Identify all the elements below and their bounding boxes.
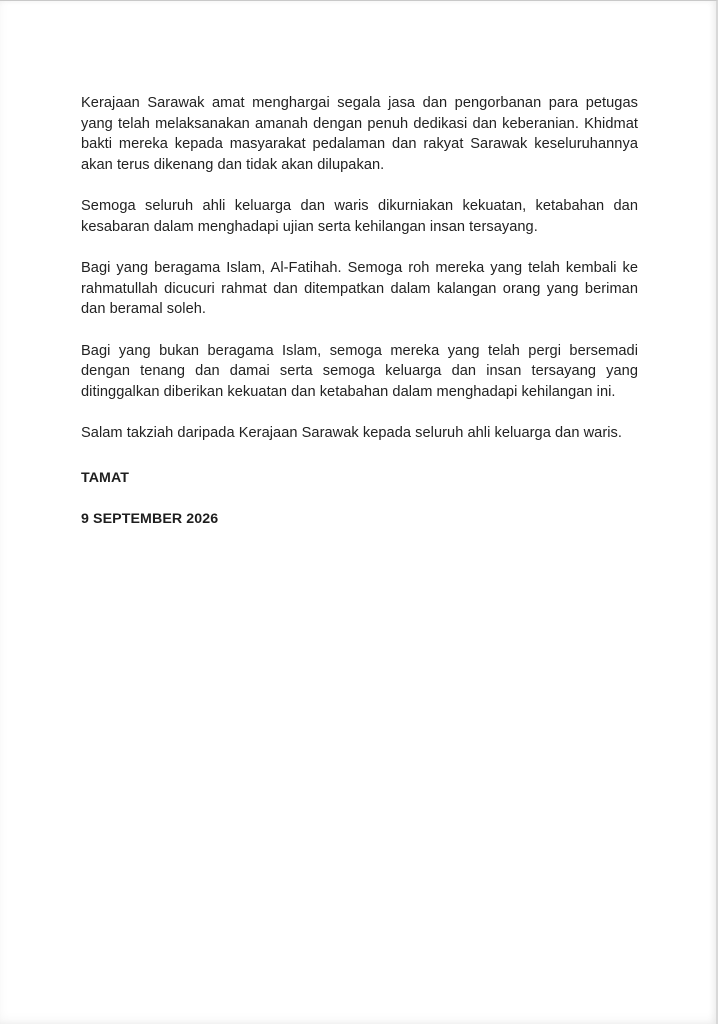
- paragraph-prayer-non-muslim: Bagi yang bukan beragama Islam, semoga mereka yang telah pergi bersemadi dengan tenang dan damai serta semoga keluarga dan insan tersayang yang ditinggalkan diberikan kekuatan dan ketabahan dalam menghadapi kehilangan ini.: [81, 342, 638, 400]
- document-body: [81, 93, 638, 551]
- document-date: 9 SEPTEMBER 2026: [81, 511, 219, 527]
- paragraph-appreciation: Kerajaan Sarawak amat menghargai segala jasa dan pengorbanan para petugas yang telah melaksanakan amanah dengan penuh dedikasi dan keberanian. Khidmat bakti mereka kepada masyarakat pedalaman dan rakyat Sarawak keseluruhannya akan terus dikenang dan tidak akan dilupakan.: [81, 95, 638, 173]
- paragraph-condolence-family: Semoga seluruh ahli keluarga dan waris dikurniakan kekuatan, ketabahan dan kesabaran dalam menghadapi ujian serta kehilangan insan tersayang.: [81, 198, 638, 235]
- end-marker: TAMAT: [81, 469, 130, 486]
- paragraph-closing-condolence: Salam takziah daripada Kerajaan Sarawak kepada seluruh ahli keluarga dan waris.: [81, 425, 622, 441]
- paragraph-prayer-muslim: Bagi yang beragama Islam, Al-Fatihah. Semoga roh mereka yang telah kembali ke rahmatullah dicucuri rahmat dan ditempatkan dalam kalangan orang yang beriman dan beramal soleh.: [81, 260, 638, 317]
